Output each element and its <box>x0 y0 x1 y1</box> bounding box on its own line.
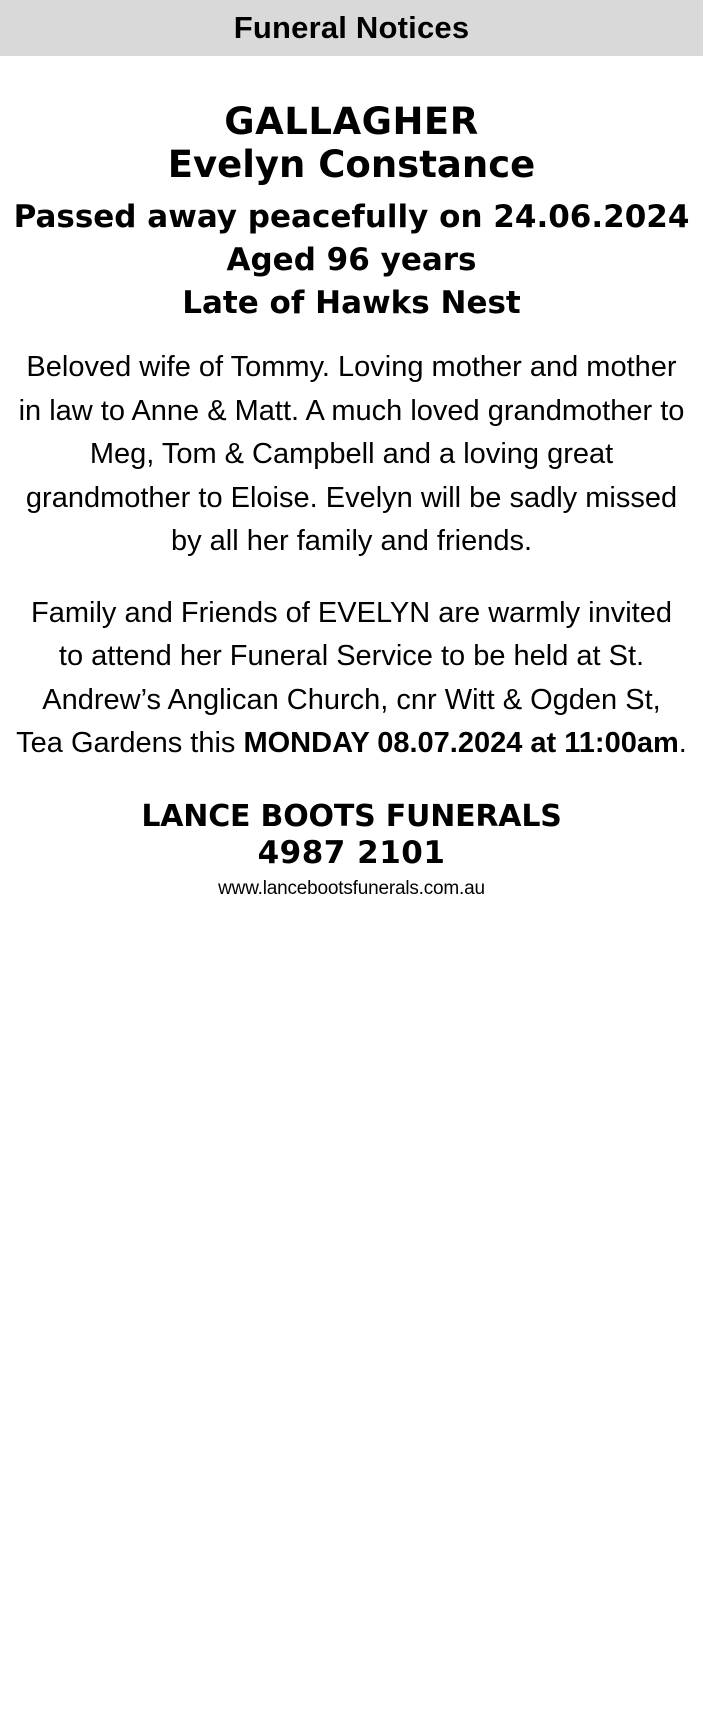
passed-away-line: Passed away peacefully on 24.06.2024 <box>13 198 690 235</box>
funeral-director-name: LANCE BOOTS FUNERALS <box>141 798 562 834</box>
tribute-paragraph: Beloved wife of Tommy. Loving mother and mother in law to Anne & Matt. A much loved grandmother to Meg, Tom & Campbell and a loving great grandmother to Eloise. Evelyn will be sadly missed by all her family and friends. <box>18 351 685 558</box>
service-datetime: MONDAY 08.07.2024 at 11:00am <box>243 727 679 760</box>
section-header <box>0 0 703 56</box>
late-of-line: Late of Hawks Nest <box>182 285 521 322</box>
deceased-surname: GALLAGHER <box>224 100 479 143</box>
funeral-director-phone: 4987 2101 <box>257 835 446 872</box>
service-paragraph-tail: . <box>678 727 687 760</box>
deceased-given-names: Evelyn Constance <box>167 143 536 187</box>
section-header-title: Funeral Notices <box>233 10 470 45</box>
funeral-director-website[interactable]: www.lancebootsfunerals.com.au <box>218 878 485 900</box>
service-paragraph-lead: Family and Friends of EVELYN are warmly invited to attend her Funeral Service to be held at St. Andrew’s Anglican Church, cnr Witt & Ogden St, Tea Gardens this <box>16 596 672 760</box>
funeral-notice <box>0 102 703 900</box>
age-line: Aged 96 years <box>226 242 477 279</box>
service-paragraph <box>12 592 691 766</box>
